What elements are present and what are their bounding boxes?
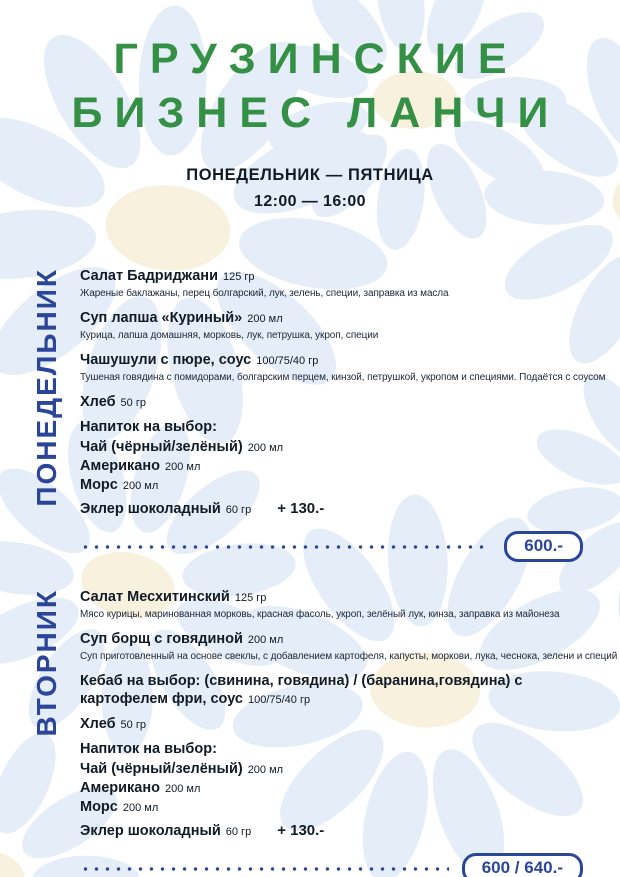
drink-portion: 200 мл <box>122 480 159 492</box>
course-name: Суп борщ с говядиной <box>80 631 243 647</box>
drink-list <box>80 438 583 495</box>
dessert-extra-price: + 130.- <box>277 500 325 517</box>
day-section <box>31 267 606 562</box>
drink-item <box>80 779 583 798</box>
drink-item <box>80 438 583 457</box>
course-portion: 50 гр <box>120 719 146 731</box>
drink-list <box>80 760 583 817</box>
course-name: Суп лапша «Куриный» <box>80 310 243 326</box>
course-item <box>80 672 583 709</box>
dessert-portion: 60 гр <box>225 504 252 516</box>
day-label: ПОНЕДЕЛЬНИК <box>31 268 62 507</box>
course-portion: 100/75/40 гр <box>256 355 319 367</box>
price-badge: 600.- <box>504 531 583 562</box>
drink-name: Морс <box>80 799 118 815</box>
dessert-name: Эклер шоколадный <box>80 823 221 839</box>
dessert-name: Эклер шоколадный <box>80 501 221 517</box>
drink-item <box>80 798 583 817</box>
price-row <box>80 853 583 877</box>
course-portion: 100/75/40 гр <box>247 694 311 706</box>
dessert-extra-price: + 130.- <box>277 822 325 839</box>
course-name: Хлеб <box>80 394 116 410</box>
drink-portion: 200 мл <box>164 783 201 795</box>
course-name: Чашушули с пюре, соус <box>80 352 252 368</box>
course-item <box>80 309 583 342</box>
drink-item <box>80 760 583 779</box>
course-item <box>80 267 583 300</box>
menu-header <box>0 0 620 211</box>
course-description: Суп приготовленный на основе свеклы, с добавлением картофеля, капусты, моркови, лука, чеснока, зелени и специй <box>80 651 618 662</box>
course-list <box>80 267 606 412</box>
course-description: Мясо курицы, маринованная морковь, красная фасоль, укроп, зелёный лук, кинза, заправка из майонеза <box>80 609 560 620</box>
drink-item <box>80 457 583 476</box>
drink-name: Чай (чёрный/зелёный) <box>80 439 243 455</box>
day-label: ВТОРНИК <box>31 589 62 737</box>
course-portion: 125 гр <box>222 271 255 283</box>
dessert-item <box>80 500 583 519</box>
course-description: Курица, лапша домашняя, морковь, лук, петрушка, укроп, специи <box>80 330 379 341</box>
course-line <box>80 267 583 286</box>
hours-range: 12:00 — 16:00 <box>254 193 366 210</box>
drinks-title: Напиток на выбор: <box>80 419 217 435</box>
course-item <box>80 630 618 663</box>
course-name: Салат Бадриджани <box>80 268 218 284</box>
dessert-portion: 60 гр <box>225 826 252 838</box>
drinks-title: Напиток на выбор: <box>80 741 217 757</box>
drink-portion: 200 мл <box>247 442 284 454</box>
drink-item <box>80 476 583 495</box>
course-item <box>80 393 583 412</box>
course-line <box>80 309 583 328</box>
price-badge: 600 / 640.- <box>462 853 583 877</box>
course-line <box>80 672 583 709</box>
price-row <box>80 531 583 562</box>
course-description: Жареные баклажаны, перец болгарский, лук, зелень, специи, заправка из масла <box>80 288 449 299</box>
course-item <box>80 588 583 621</box>
drink-portion: 200 мл <box>122 802 159 814</box>
course-line <box>80 393 583 412</box>
weekday-range: ПОНЕДЕЛЬНИК — ПЯТНИЦА <box>186 166 434 184</box>
course-line <box>80 588 583 607</box>
course-name: Кебаб на выбор: (свинина, говядина) / (баранина,говядина) с картофелем фри, соус <box>80 673 523 707</box>
course-item <box>80 715 583 734</box>
course-portion: 200 мл <box>247 313 283 325</box>
course-line <box>80 715 583 734</box>
course-line <box>80 351 583 370</box>
course-description: Тушеная говядина с помидорами, болгарским перцем, кинзой, петрушкой, укропом и специями. Подаётся с соусом <box>80 372 606 383</box>
drink-name: Американо <box>80 458 160 474</box>
dessert-item <box>80 822 583 841</box>
course-portion: 200 мл <box>247 634 284 646</box>
course-portion: 125 гр <box>234 592 267 604</box>
drink-name: Чай (чёрный/зелёный) <box>80 761 243 777</box>
drink-portion: 200 мл <box>247 764 284 776</box>
drink-name: Американо <box>80 780 160 796</box>
course-item <box>80 351 606 384</box>
course-portion: 50 гр <box>120 397 146 409</box>
page-title-line1: ГРУЗИНСКИЕ <box>113 35 519 83</box>
day-section <box>31 588 618 877</box>
menu-sections <box>0 267 620 877</box>
drink-name: Морс <box>80 477 118 493</box>
page-title <box>0 32 620 140</box>
course-name: Хлеб <box>80 716 116 732</box>
course-line <box>80 630 583 649</box>
course-name: Салат Месхитинский <box>80 589 230 605</box>
dotted-leader <box>80 545 491 549</box>
drink-portion: 200 мл <box>164 461 201 473</box>
page-title-line2: БИЗНЕС ЛАНЧИ <box>71 89 561 137</box>
course-list <box>80 588 618 734</box>
dotted-leader <box>80 867 449 871</box>
